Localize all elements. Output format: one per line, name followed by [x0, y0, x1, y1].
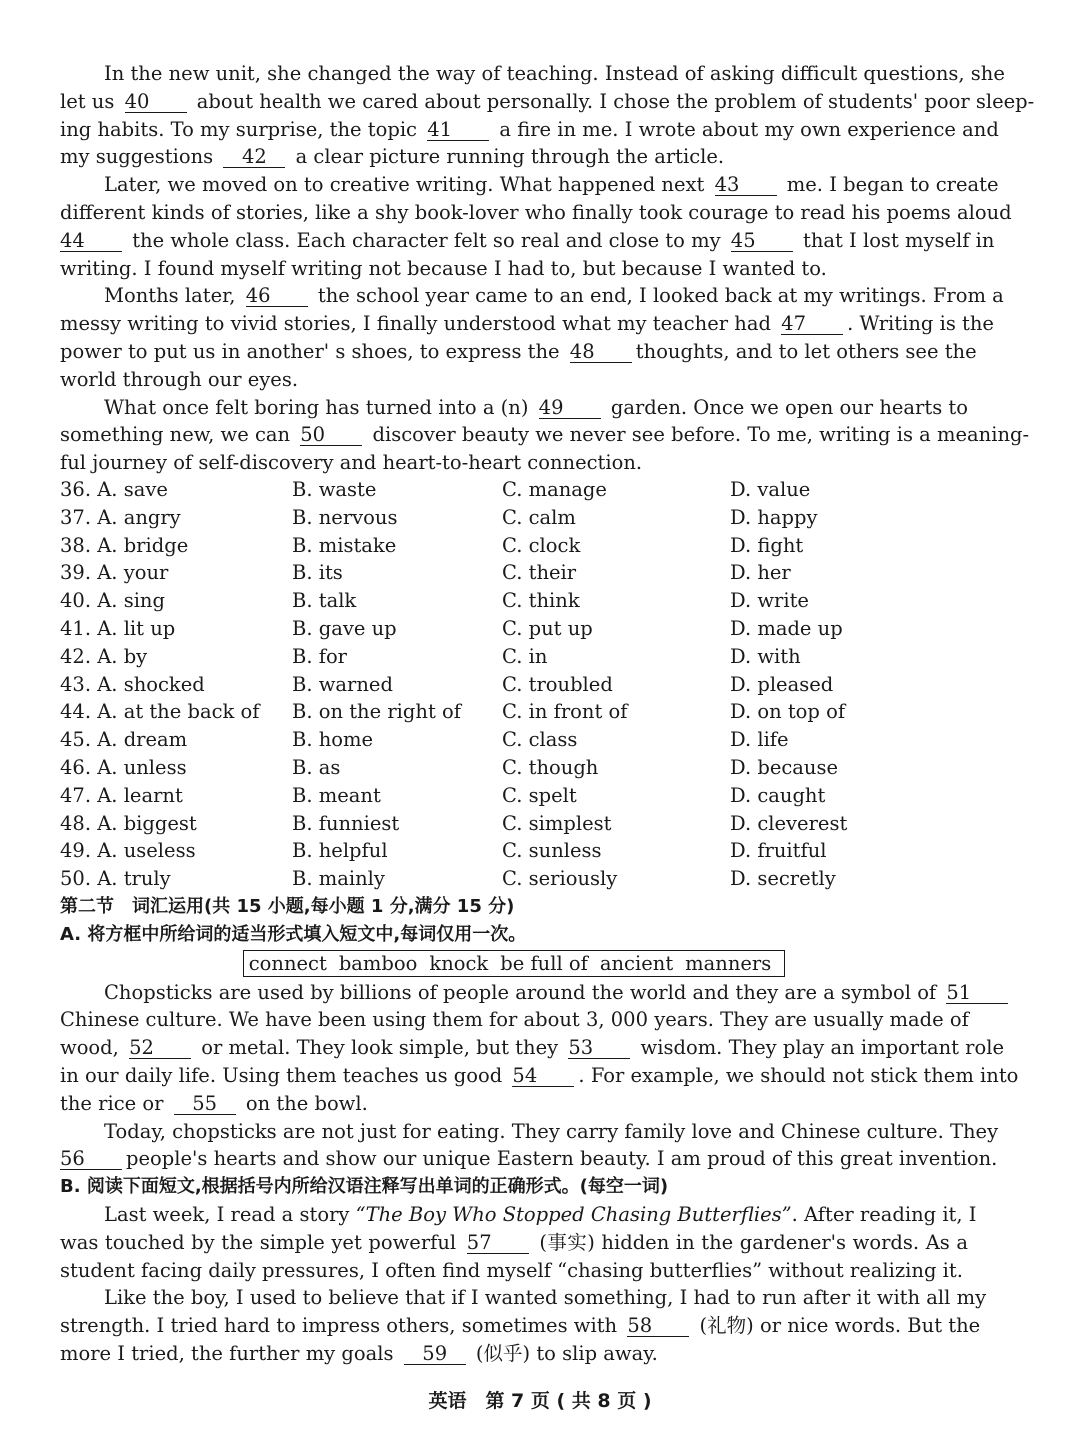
blank-58[interactable]: 58	[627, 1315, 689, 1337]
option-row	[60, 504, 968, 532]
option-a[interactable]: 50. A. truly	[60, 867, 171, 891]
option-row	[60, 726, 968, 754]
text-line: ing habits. To my surprise, the topic 41 a fire in me. I wrote about my own experience and	[60, 117, 999, 141]
word-box-row	[60, 949, 968, 979]
text-line: my suggestions 42 a clear picture running through the article.	[60, 145, 725, 169]
section-heading: 第二节 词汇运用(共 15 小题,每小题 1 分,满分 15 分)	[60, 896, 515, 917]
instruction-b: B. 阅读下面短文,根据括号内所给汉语注释写出单词的正确形式。(每空一词)	[60, 1176, 669, 1198]
option-d[interactable]: D. life	[730, 728, 789, 752]
option-row	[60, 810, 968, 838]
instruction-a: A. 将方框中所给词的适当形式填入短文中,每词仅用一次。	[60, 923, 527, 945]
option-b[interactable]: B. nervous	[292, 505, 398, 529]
text-line: different kinds of stories, like a shy book-lover who finally took courage to read his poems aloud	[60, 200, 1012, 224]
option-d[interactable]: D. fruitful	[730, 839, 827, 863]
option-b[interactable]: B. mistake	[292, 533, 397, 557]
story-title: “The Boy Who Stopped Chasing Butterflies”	[355, 1202, 792, 1226]
option-c[interactable]: C. spelt	[502, 783, 577, 807]
option-a[interactable]: 47. A. learnt	[60, 783, 183, 807]
text-line: student facing daily pressures, I often find myself “chasing butterflies” without realizing it.	[60, 1258, 963, 1282]
option-a[interactable]: 37. A. angry	[60, 505, 181, 529]
option-c[interactable]: C. in front of	[502, 700, 628, 724]
blank-44[interactable]: 44	[60, 230, 122, 252]
hint-58: (礼物)	[699, 1314, 754, 1338]
blank-41[interactable]: 41	[427, 119, 489, 141]
option-d[interactable]: D. value	[730, 478, 811, 501]
text-line: Today, chopsticks are not just for eating. They carry family love and Chinese culture. They	[104, 1119, 999, 1143]
option-c[interactable]: C. troubled	[502, 672, 613, 696]
option-b[interactable]: B. as	[292, 755, 341, 779]
hint-59: (似乎)	[475, 1341, 531, 1365]
options-list	[60, 476, 968, 893]
blank-56[interactable]: 56	[60, 1148, 122, 1170]
text-line: Chinese culture. We have been using them for about 3, 000 years. They are usually made of	[60, 1008, 969, 1032]
option-b[interactable]: B. for	[292, 644, 348, 668]
passage-cloze	[60, 60, 1035, 477]
option-row	[60, 476, 968, 504]
option-row	[60, 643, 968, 671]
option-row	[60, 754, 968, 782]
option-a[interactable]: 48. A. biggest	[60, 811, 197, 835]
word-box-item: connect	[248, 952, 327, 976]
text-line: Months later, 46 the school year came to an end, I looked back at my writings. From a	[104, 284, 1004, 308]
option-d[interactable]: D. write	[730, 589, 809, 613]
blank-55[interactable]: 55	[174, 1093, 236, 1115]
blank-50[interactable]: 50	[300, 424, 362, 446]
blank-40[interactable]: 40	[125, 91, 187, 113]
text-line: let us 40 about health we cared about personally. I chose the problem of students' poor sleep-	[60, 89, 1035, 113]
option-d[interactable]: D. secretly	[730, 867, 836, 891]
text-line: messy writing to vivid stories, I finally understood what my teacher had 47 . Writing is the	[60, 312, 994, 336]
blank-53[interactable]: 53	[568, 1037, 630, 1059]
option-c[interactable]: C. though	[502, 755, 599, 779]
option-c[interactable]: C. put up	[502, 616, 593, 640]
option-d[interactable]: D. happy	[730, 505, 818, 529]
text-line: power to put us in another' s shoes, to express the 48 thoughts, and to let others see the	[60, 339, 977, 363]
word-box	[243, 950, 786, 977]
blank-49[interactable]: 49	[539, 397, 601, 419]
option-b[interactable]: B. on the right of	[292, 700, 461, 724]
option-b[interactable]: B. warned	[292, 672, 393, 696]
option-c[interactable]: C. class	[502, 728, 578, 752]
option-b[interactable]: B. gave up	[292, 616, 397, 640]
blank-57[interactable]: 57	[467, 1232, 529, 1254]
text-line: Chopsticks are used by billions of people around the world and they are a symbol of 51	[60, 979, 968, 1007]
blank-54[interactable]: 54	[512, 1065, 574, 1087]
option-b[interactable]: B. mainly	[292, 867, 385, 891]
option-c[interactable]: C. calm	[502, 505, 576, 529]
blank-43[interactable]: 43	[715, 174, 777, 196]
page-footer: 英语 第 7 页 ( 共 8 页 )	[428, 1390, 652, 1412]
option-row	[60, 671, 968, 699]
option-d[interactable]: D. because	[730, 755, 839, 779]
blank-45[interactable]: 45	[731, 230, 793, 252]
text-line: Like the boy, I used to believe that if I wanted something, I had to run after it with all my	[104, 1286, 987, 1310]
text-line: wood, 52 or metal. They look simple, but they 53 wisdom. They play an important role	[60, 1036, 1005, 1060]
option-d[interactable]: D. with	[730, 644, 801, 668]
text-line: the rice or 55 on the bowl.	[60, 1091, 368, 1115]
option-row	[60, 559, 968, 587]
text-line: was touched by the simple yet powerful 57 (事实) hidden in the gardener's words. As a	[60, 1230, 969, 1254]
word-box-item: bamboo	[338, 952, 418, 976]
word-box-item: be full of	[500, 952, 588, 976]
option-d[interactable]: D. pleased	[730, 672, 834, 696]
option-row	[60, 865, 968, 893]
option-c[interactable]: C. simplest	[502, 811, 612, 835]
option-a[interactable]: 38. A. bridge	[60, 533, 189, 557]
section-vocabulary	[60, 893, 1019, 1368]
option-d[interactable]: D. made up	[730, 616, 843, 640]
text-line: more I tried, the further my goals 59 (似乎) to slip away.	[60, 1341, 658, 1365]
option-c[interactable]: C. clock	[502, 533, 581, 557]
option-row	[60, 782, 968, 810]
option-c[interactable]: C. in	[502, 644, 548, 668]
text-line: world through our eyes.	[60, 367, 299, 391]
option-d[interactable]: D. fight	[730, 533, 804, 557]
blank-59[interactable]: 59	[404, 1343, 466, 1365]
option-a[interactable]: 46. A. unless	[60, 755, 187, 779]
option-c[interactable]: C. sunless	[502, 839, 602, 863]
blank-52[interactable]: 52	[129, 1037, 191, 1059]
text-line: Later, we moved on to creative writing. What happened next 43 me. I began to create	[104, 173, 999, 197]
text-line: What once felt boring has turned into a (n) 49 garden. Once we open our hearts to	[104, 395, 969, 419]
option-a[interactable]: 49. A. useless	[60, 839, 196, 863]
blank-47[interactable]: 47	[781, 313, 843, 335]
option-d[interactable]: D. cleverest	[730, 811, 848, 835]
option-b[interactable]: B. talk	[292, 589, 357, 613]
option-row	[60, 532, 968, 560]
option-a[interactable]: 36. A. save	[60, 478, 168, 501]
option-b[interactable]: B. its	[292, 561, 343, 585]
blank-46[interactable]: 46	[246, 285, 308, 307]
option-b[interactable]: B. funniest	[292, 811, 400, 835]
blank-48[interactable]: 48	[570, 341, 632, 363]
option-b[interactable]: B. meant	[292, 783, 381, 807]
option-c[interactable]: C. think	[502, 589, 580, 613]
text-line: strength. I tried hard to impress others, sometimes with 58 (礼物) or nice words. But the	[60, 1314, 981, 1338]
option-row	[60, 587, 968, 615]
option-d[interactable]: D. her	[730, 561, 791, 585]
text-line: In the new unit, she changed the way of teaching. Instead of asking difficult questions, she	[104, 62, 1005, 85]
text-line: 44 the whole class. Each character felt so real and close to my 45 that I lost myself in	[60, 228, 995, 252]
word-box-item: knock	[429, 952, 489, 976]
option-d[interactable]: D. caught	[730, 783, 826, 807]
option-row	[60, 837, 968, 865]
blank-42[interactable]: 42	[223, 146, 285, 168]
option-c[interactable]: C. their	[502, 561, 577, 585]
text-line: 56 people's hearts and show our unique Eastern beauty. I am proud of this great invention.	[60, 1147, 998, 1171]
option-a[interactable]: 40. A. sing	[60, 589, 165, 613]
option-b[interactable]: B. helpful	[292, 839, 388, 863]
option-row	[60, 615, 968, 643]
option-a[interactable]: 45. A. dream	[60, 728, 188, 752]
option-c[interactable]: C. manage	[502, 478, 607, 501]
option-row	[60, 698, 968, 726]
option-a[interactable]: 43. A. shocked	[60, 672, 205, 696]
word-box-item: manners	[685, 952, 772, 976]
text-line: Last week, I read a story “The Boy Who Stopped Chasing Butterflies”. After reading it, I	[104, 1202, 977, 1226]
text-line: something new, we can 50 discover beauty we never see before. To me, writing is a meaning-	[60, 423, 1030, 447]
option-b[interactable]: B. home	[292, 728, 374, 752]
hint-57: (事实)	[539, 1230, 595, 1254]
option-d[interactable]: D. on top of	[730, 700, 846, 724]
option-c[interactable]: C. seriously	[502, 867, 618, 891]
option-a[interactable]: 42. A. by	[60, 644, 148, 668]
option-b[interactable]: B. waste	[292, 478, 377, 501]
text-line: writing. I found myself writing not because I had to, but because I wanted to.	[60, 256, 827, 280]
word-box-item: ancient	[599, 952, 674, 976]
text-line: in our daily life. Using them teaches us good 54 . For example, we should not stick them into	[60, 1063, 1019, 1087]
text-line: ful journey of self-discovery and heart-to-heart connection.	[60, 451, 643, 475]
option-a[interactable]: 39. A. your	[60, 561, 169, 585]
option-a[interactable]: 41. A. lit up	[60, 616, 176, 640]
option-a[interactable]: 44. A. at the back of	[60, 700, 260, 724]
blank-51[interactable]: 51	[946, 982, 1008, 1004]
